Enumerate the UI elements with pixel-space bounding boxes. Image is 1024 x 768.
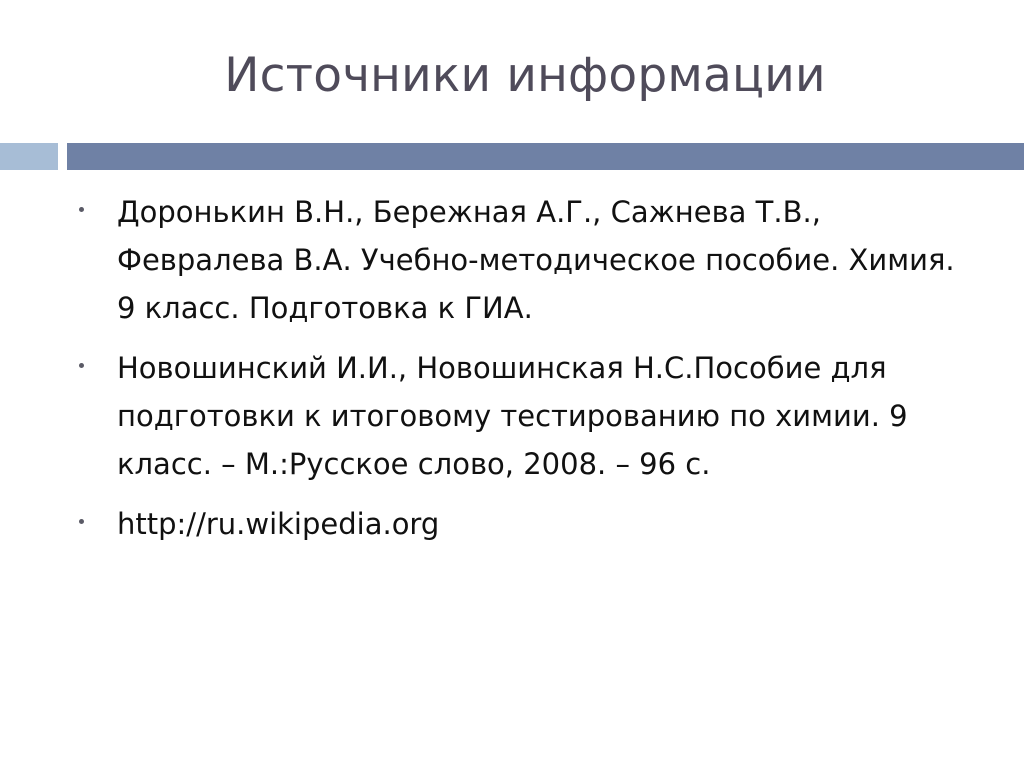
source-text: Новошинский И.И., Новошинская Н.С.Пособие для подготовки к итоговому тестированию по химии. 9 класс. – М.:Русское слово, 2008. – 96 с. — [117, 351, 908, 481]
accent-bar-left — [0, 143, 58, 170]
accent-bar-main — [67, 143, 1024, 170]
list-item — [79, 188, 979, 332]
sources-list — [79, 188, 979, 560]
bullet-icon — [79, 363, 84, 368]
list-item — [79, 344, 979, 488]
bullet-icon — [79, 519, 84, 524]
slide-title: Источники информации — [224, 48, 826, 103]
source-link[interactable]: http://ru.wikipedia.org — [117, 507, 440, 541]
list-item — [79, 500, 979, 548]
bullet-icon — [79, 207, 84, 212]
source-text: Доронькин В.Н., Бережная А.Г., Сажнева Т.В., Февралева В.А. Учебно-методическое пособие. Химия. 9 класс. Подготовка к ГИА. — [117, 195, 955, 325]
